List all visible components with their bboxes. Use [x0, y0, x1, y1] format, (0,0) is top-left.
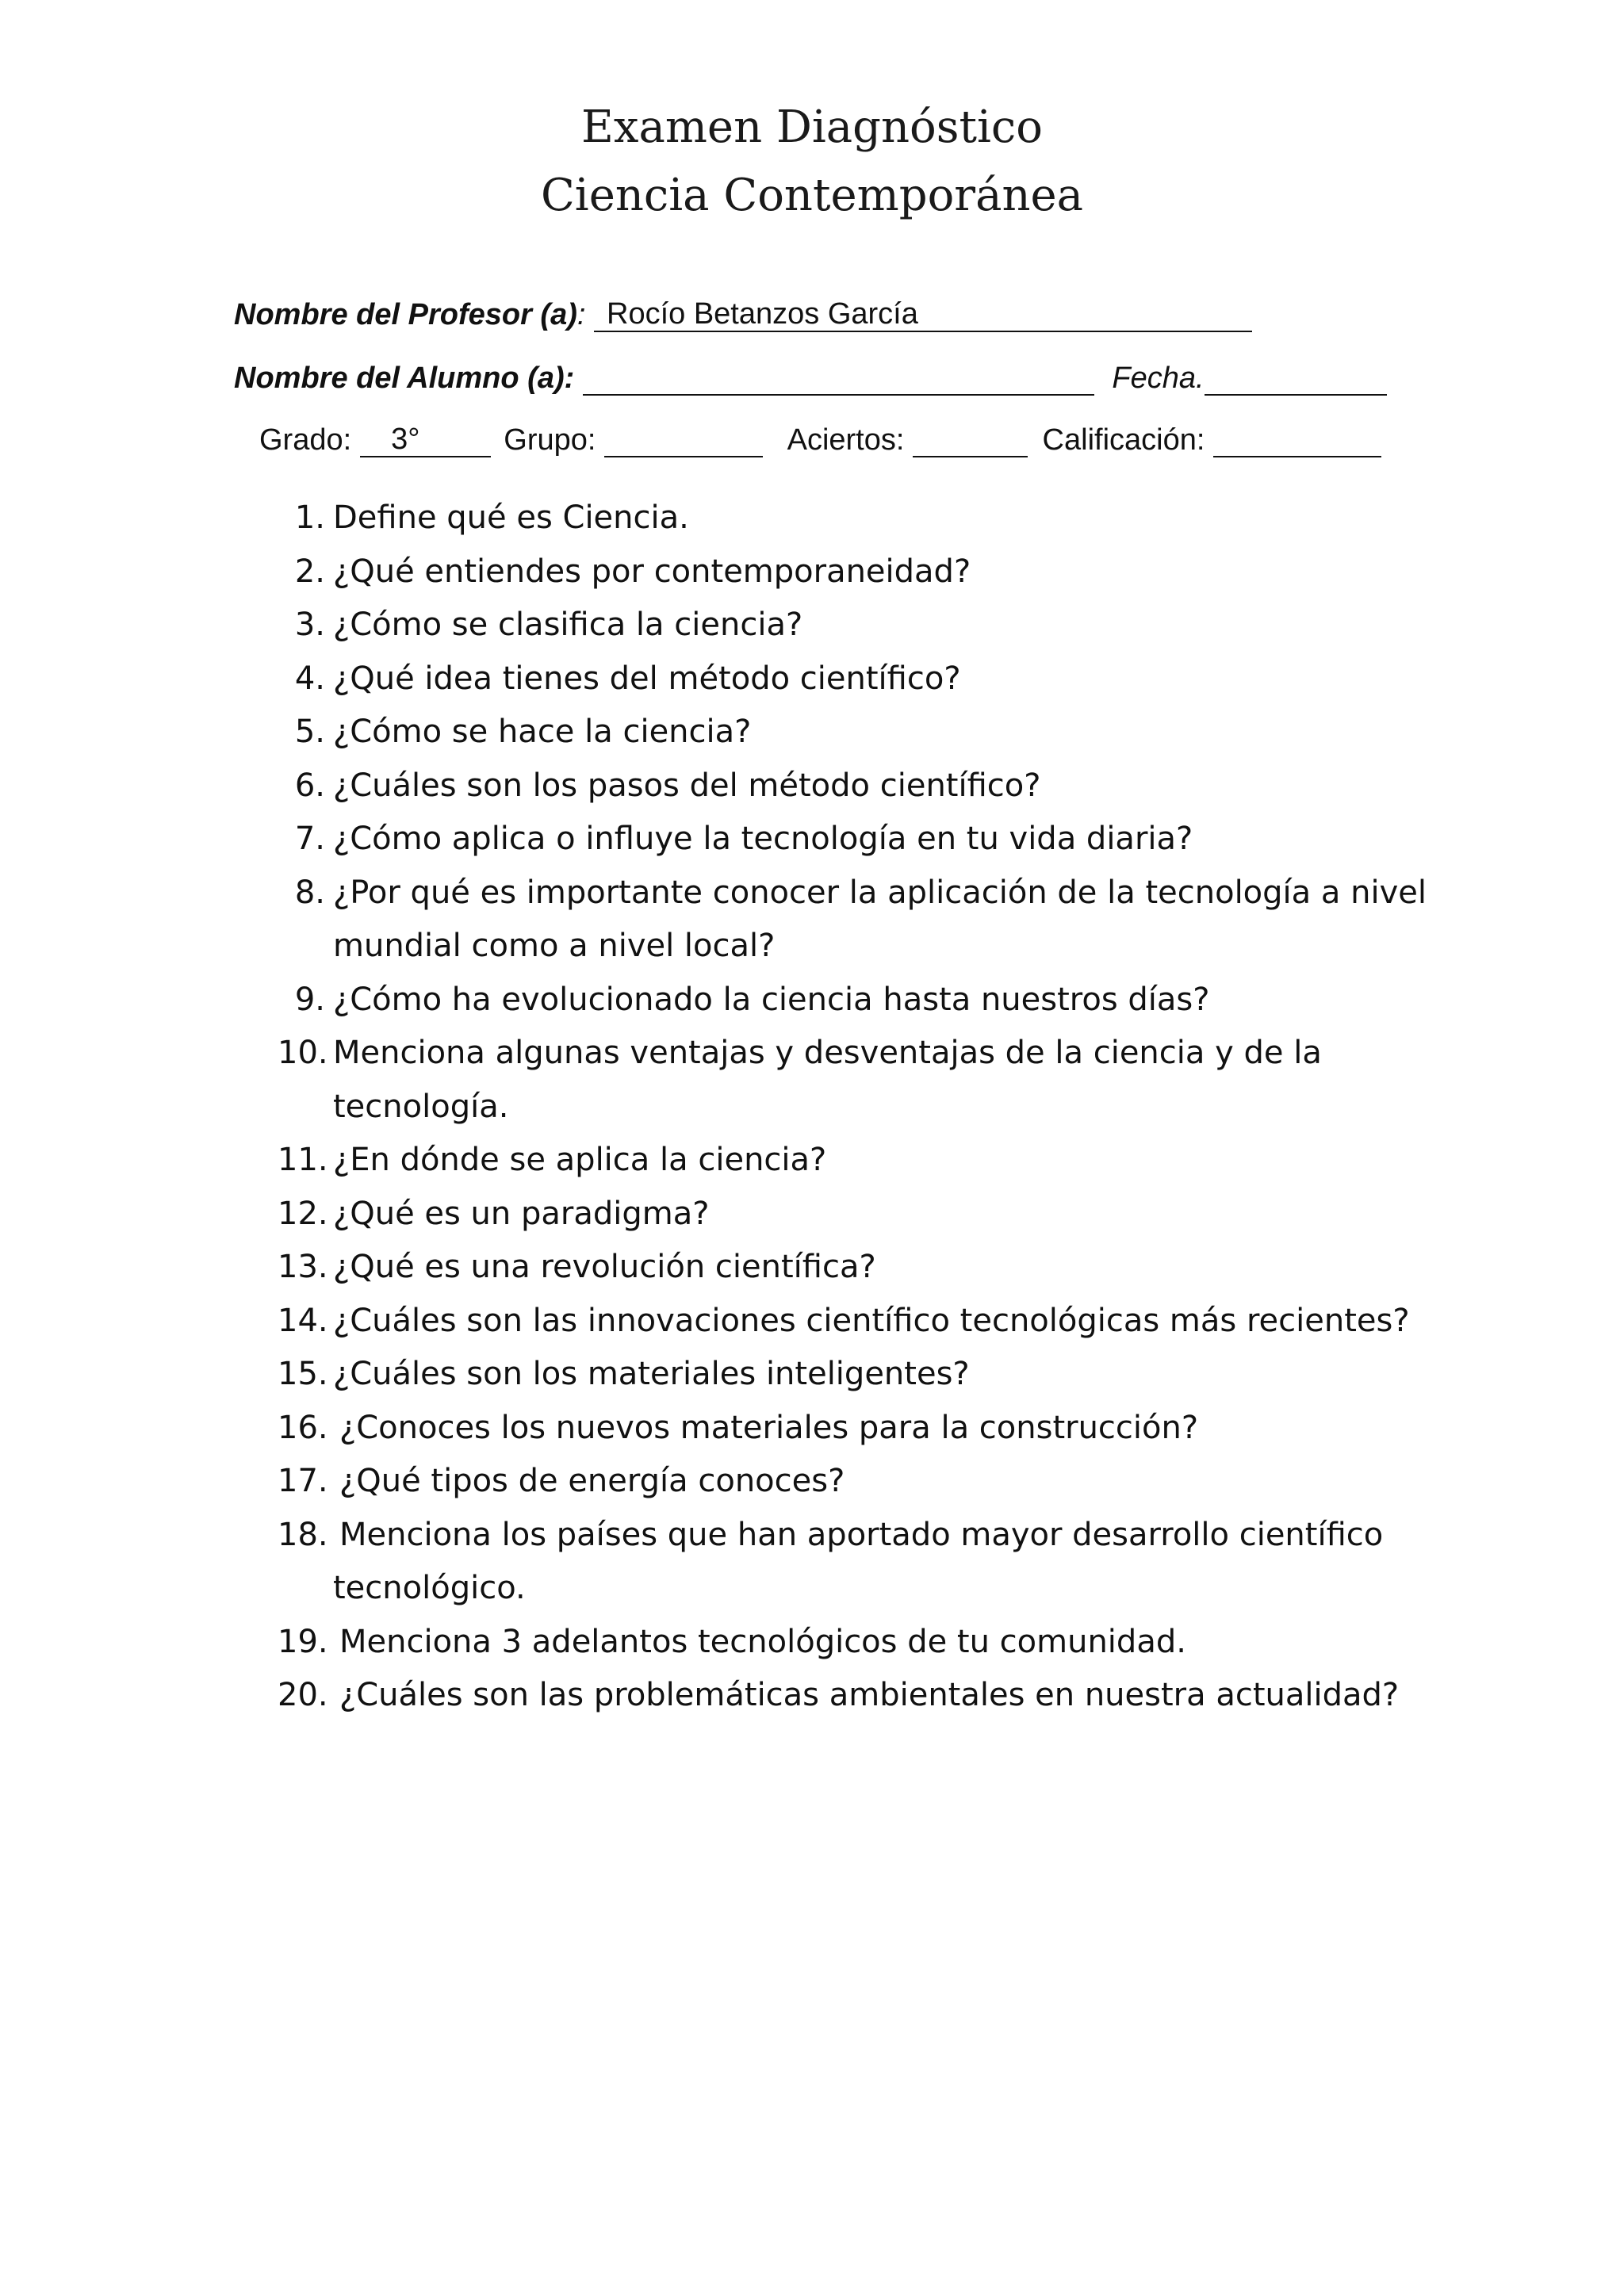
calificacion-label: Calificación:	[1042, 423, 1205, 457]
question-number: 12.	[278, 1195, 328, 1232]
question-list	[278, 492, 1435, 1723]
question-number: 19.	[278, 1623, 328, 1660]
question-item	[278, 492, 1435, 545]
question-item	[278, 652, 1435, 706]
question-item	[278, 813, 1435, 867]
aciertos-field[interactable]	[913, 426, 1028, 457]
question-number: 5.	[294, 714, 325, 750]
question-item	[278, 545, 1435, 599]
question-number: 13.	[278, 1249, 328, 1285]
question-item	[278, 1134, 1435, 1188]
question-number: 1.	[294, 499, 325, 536]
question-number: 7.	[294, 821, 325, 857]
grado-label: Grado:	[259, 423, 352, 457]
question-item	[278, 1455, 1435, 1509]
question-text: ¿Conoces los nuevos materiales para la construcción?	[339, 1409, 1199, 1446]
question-number: 2.	[294, 553, 325, 590]
question-text: ¿Qué es una revolución científica?	[333, 1249, 876, 1285]
question-number: 8.	[294, 874, 325, 911]
question-text: Menciona algunas ventajas y desventajas de la ciencia y de la tecnología.	[333, 1035, 1322, 1125]
aciertos-label: Aciertos:	[787, 423, 905, 457]
question-item	[278, 1348, 1435, 1402]
question-item	[278, 1188, 1435, 1242]
question-number: 11.	[278, 1142, 328, 1178]
alumno-label: Nombre del Alumno (a):	[234, 362, 575, 395]
grado-value: 3°	[391, 423, 420, 456]
profesor-label: Nombre del Profesor (a)	[234, 298, 577, 331]
fecha-label: Fecha.	[1112, 362, 1205, 395]
question-number: 17.	[278, 1463, 328, 1499]
question-item	[278, 1616, 1435, 1670]
profesor-value: Rocío Betanzos García	[607, 297, 918, 331]
question-number: 3.	[294, 607, 325, 643]
title-line-subject: Ciencia Contemporánea	[540, 170, 1084, 221]
grado-row	[259, 423, 1381, 457]
question-item	[278, 867, 1435, 974]
question-text: ¿Qué idea tienes del método científico?	[333, 660, 961, 697]
question-text: Menciona los países que han aportado mayor desarrollo científico tecnológico.	[333, 1516, 1384, 1606]
profesor-field[interactable]	[594, 297, 1252, 332]
question-number: 9.	[294, 981, 325, 1018]
alumno-row	[234, 362, 1387, 396]
question-text: ¿Por qué es importante conocer la aplicación de la tecnología a nivel mundial como a nivel local?	[333, 874, 1427, 964]
question-item	[278, 1669, 1435, 1723]
question-number: 20.	[278, 1677, 328, 1713]
question-number: 18.	[278, 1516, 328, 1553]
question-item	[278, 760, 1435, 813]
profesor-row	[234, 298, 1252, 332]
question-text: ¿Cómo se clasifica la ciencia?	[333, 607, 803, 643]
question-item	[278, 1509, 1435, 1616]
question-item	[278, 1241, 1435, 1295]
title-line-exam: Examen Diagnóstico	[580, 101, 1043, 153]
question-item	[278, 706, 1435, 760]
question-item	[278, 1295, 1435, 1349]
profesor-label-colon: :	[576, 298, 586, 331]
grupo-field[interactable]	[604, 426, 763, 457]
question-item	[278, 974, 1435, 1027]
question-item	[278, 599, 1435, 652]
grado-field[interactable]	[360, 423, 491, 457]
question-number: 16.	[278, 1409, 328, 1446]
question-text: ¿Cuáles son los pasos del método científico?	[333, 767, 1041, 804]
question-text: ¿Qué es un paradigma?	[333, 1195, 710, 1232]
question-item	[278, 1402, 1435, 1456]
question-text: ¿Qué tipos de energía conoces?	[339, 1463, 845, 1499]
question-text: Define qué es Ciencia.	[333, 499, 689, 536]
question-number: 15.	[278, 1356, 328, 1392]
fecha-field[interactable]	[1205, 364, 1387, 396]
question-number: 4.	[294, 660, 325, 697]
calificacion-field[interactable]	[1213, 426, 1381, 457]
question-number: 10.	[278, 1035, 328, 1071]
alumno-field[interactable]	[583, 364, 1094, 396]
question-text: ¿En dónde se aplica la ciencia?	[333, 1142, 827, 1178]
question-number: 14.	[278, 1302, 328, 1339]
question-text: ¿Qué entiendes por contemporaneidad?	[333, 553, 971, 590]
question-number: 6.	[294, 767, 325, 804]
document-title	[0, 94, 1624, 230]
question-text: ¿Cómo ha evolucionado la ciencia hasta nuestros días?	[333, 981, 1210, 1018]
question-item	[278, 1027, 1435, 1134]
grupo-label: Grupo:	[504, 423, 596, 457]
question-text: Menciona 3 adelantos tecnológicos de tu comunidad.	[339, 1623, 1186, 1660]
question-text: ¿Cómo aplica o influye la tecnología en tu vida diaria?	[333, 821, 1193, 857]
question-text: ¿Cuáles son los materiales inteligentes?	[333, 1356, 970, 1392]
question-text: ¿Cuáles son las innovaciones científico tecnológicas más recientes?	[333, 1302, 1410, 1339]
question-text: ¿Cómo se hace la ciencia?	[333, 714, 752, 750]
question-text: ¿Cuáles son las problemáticas ambientales en nuestra actualidad?	[339, 1677, 1400, 1713]
